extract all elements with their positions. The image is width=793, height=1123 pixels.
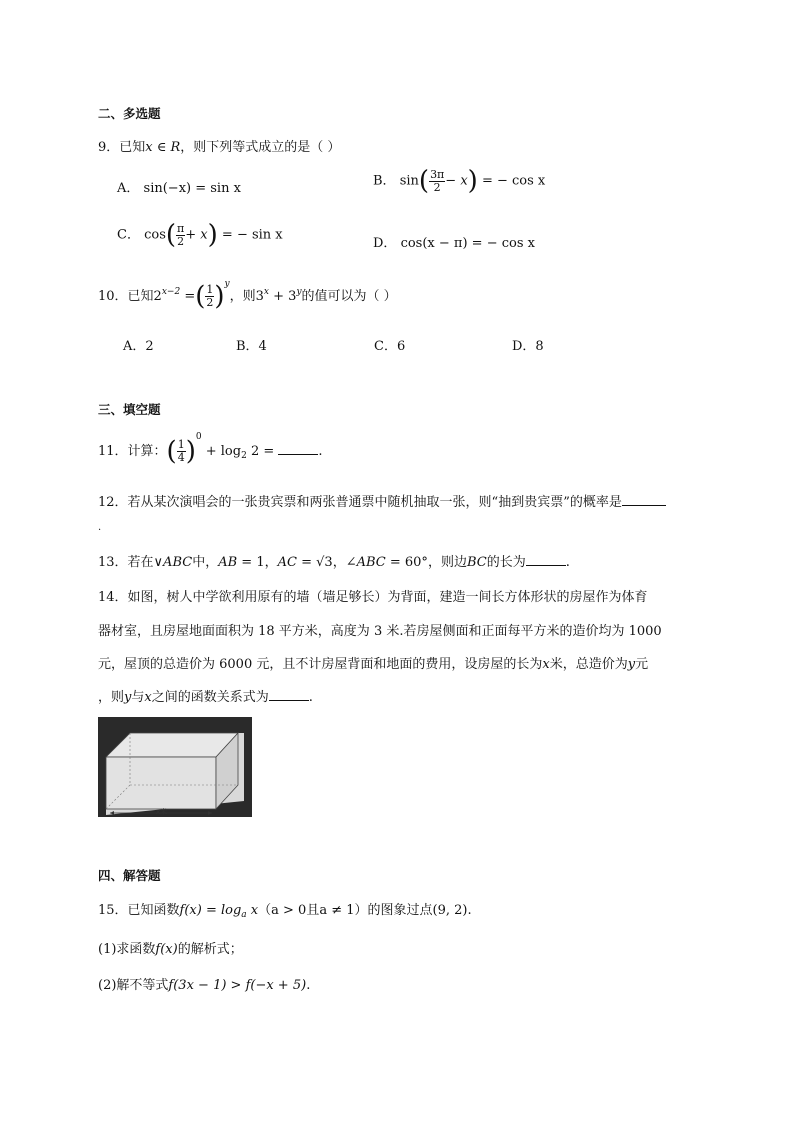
q10-stem-b: ，则 xyxy=(229,289,256,304)
q13-angle: ∠ABC xyxy=(345,555,386,570)
q9-option-c-fraction: $\frac{\pi}{2}$ xyxy=(177,221,185,248)
q13-a: 13．若在 xyxy=(98,555,154,570)
q10-option-a: A．2 xyxy=(123,339,154,354)
q13-ab: AB xyxy=(218,555,238,570)
q10-option-b: B．4 xyxy=(236,339,267,354)
q14-line3-c: 元 xyxy=(635,657,649,672)
q9-option-b-fraction: $\frac{3\pi}{2}$ xyxy=(430,167,445,194)
q15-condition: （a > 0且a ≠ 1） xyxy=(258,903,368,918)
q11-log-base: 2 xyxy=(241,451,247,461)
q14-line4-y: y xyxy=(124,690,132,705)
q13-answer-blank[interactable] xyxy=(526,564,566,566)
box-illustration xyxy=(98,717,252,817)
q9-option-d-label: D． xyxy=(373,236,397,251)
q10-stem-a: 10．已知 xyxy=(98,289,154,304)
q10-base-left: 2 xyxy=(153,289,162,304)
q10-exp-right: y xyxy=(224,279,230,289)
q15-stem-b: 的图象过点 xyxy=(367,903,433,918)
q14-line3 xyxy=(98,653,648,672)
q15-stem-end: . xyxy=(467,903,472,918)
question-9-stem xyxy=(98,136,340,155)
q15-point: (9, 2) xyxy=(432,903,468,918)
q15-function: f(x) = log xyxy=(179,903,242,918)
q14-line2: 器材室，且房屋地面面积为 18 平方米，高度为 3 米.若房屋侧面和正面每平方米的造价均为 1000 xyxy=(98,624,662,639)
q9-option-c-label: C． xyxy=(117,227,140,243)
q9-option-a-label: A． xyxy=(117,181,140,196)
q13-triangle: ∨ABC xyxy=(153,555,193,570)
q11-exponent: 0 xyxy=(195,432,202,442)
q13-b: 中， xyxy=(192,555,219,570)
q13-bc: BC xyxy=(466,555,487,570)
q11-stem: 11．计算： xyxy=(98,444,167,459)
q14-line4-a: ，则 xyxy=(98,690,125,705)
q14-line4-c: 之间的函数关系式为 xyxy=(151,690,269,705)
q14-line4-end: . xyxy=(308,690,313,705)
q12-end-dot: . xyxy=(98,522,102,533)
question-12 xyxy=(98,491,666,510)
q13-d: ，则边 xyxy=(427,555,467,570)
q15-part-1 xyxy=(98,938,243,957)
q9-stem-b: ，则下列等式成立的是（ ） xyxy=(180,140,341,155)
q14-line4-b: 与 xyxy=(131,690,145,705)
q9-option-c: C． cos( $\frac{\pi}{2}$ + x) = − sin x xyxy=(117,220,283,250)
q9-option-c-rhs: = − sin x xyxy=(221,227,283,243)
q9-option-b: B． sin( $\frac{3\pi}{2}$ − x) = − cos x xyxy=(373,166,546,196)
q9-option-b-arg: − x xyxy=(445,173,468,189)
q10-expr-base: 3 xyxy=(255,289,264,304)
q15-p2-a: (2)解不等式 xyxy=(98,978,169,993)
q10-stem-c: 的值可以为（ ） xyxy=(301,289,397,304)
section-multi-choice-heading: 二、多选题 xyxy=(98,106,161,121)
q9-option-d xyxy=(373,232,535,251)
q11-log: + log xyxy=(205,444,242,459)
question-13 xyxy=(98,551,570,570)
q14-line4 xyxy=(98,686,313,705)
q12-answer-blank[interactable] xyxy=(622,504,666,506)
q15-p1-b: 的解析式； xyxy=(177,942,243,957)
q11-answer-blank[interactable] xyxy=(278,453,318,455)
q15-part-2 xyxy=(98,974,310,993)
q14-line1: 14．如图，树人中学欲利用原有的墙（墙足够长）为背面，建造一间长方体形状的房屋作为体育 xyxy=(98,590,648,605)
q9-option-a xyxy=(117,177,241,196)
q10-exp-left: x−2 xyxy=(161,287,181,297)
question-10-stem: 10．已知$2^{x-2}$ =( $\frac{1}{2}$ )$^y$，则$3^x + 3^y$的值可以为（ ） xyxy=(98,279,397,312)
q9-option-b-label: B． xyxy=(373,173,396,189)
q15-p1-a: (1)求函数 xyxy=(98,942,156,957)
q9-option-b-rhs: = − cos x xyxy=(481,173,546,189)
q13-ac-val: = √3 xyxy=(296,555,333,570)
q15-log-base: a xyxy=(241,910,247,920)
q9-option-c-func: cos xyxy=(144,227,166,243)
q13-ab-val: = 1 xyxy=(237,555,265,570)
q14-line4-x: x xyxy=(144,690,152,705)
q10-option-d: D．8 xyxy=(512,339,544,354)
figure-length-label: x米 xyxy=(156,808,168,816)
q10-option-c: C．6 xyxy=(374,339,406,354)
section-fill-blank-heading: 三、填空题 xyxy=(98,402,161,417)
question-15-stem xyxy=(98,899,472,920)
q13-sep1: ， xyxy=(264,555,278,570)
q11-end: . xyxy=(318,444,323,459)
q13-f: 的长为 xyxy=(486,555,526,570)
q11-rest: 2 = xyxy=(246,444,275,459)
q15-stem-a: 15．已知函数 xyxy=(98,903,180,918)
q9-option-a-math: sin(−x) = sin x xyxy=(143,181,241,196)
section-solve-heading: 四、解答题 xyxy=(98,868,161,883)
q13-angle-val: = 60° xyxy=(385,555,428,570)
q14-line3-b: 米，总造价为 xyxy=(549,657,628,672)
q14-box-figure xyxy=(98,717,252,817)
q14-line3-a: 元，屋顶的总造价为 6000 元，且不计房屋背面和地面的费用，设房屋的长为 xyxy=(98,657,543,672)
q11-fraction: $\frac{1}{4}$ xyxy=(177,438,185,464)
q13-end: . xyxy=(565,555,570,570)
q10-fraction: $\frac{1}{2}$ xyxy=(206,283,214,309)
q15-p1-f: f(x) xyxy=(155,942,178,957)
q9-stem-math: x ∈ R xyxy=(145,140,181,155)
q9-stem-a: 9．已知 xyxy=(98,140,146,155)
q15-function-arg: x xyxy=(246,903,259,918)
q9-option-d-math: cos(x − π) = − cos x xyxy=(400,236,535,251)
q14-answer-blank[interactable] xyxy=(269,699,309,701)
q14-line3-x: x xyxy=(542,657,550,672)
q10-equals: = xyxy=(184,289,196,304)
q10-expr-exp1: x xyxy=(263,287,269,297)
q14-line3-y: y xyxy=(627,657,636,672)
q10-expr-plus: + 3 xyxy=(269,289,297,304)
q9-option-c-arg: + x xyxy=(185,227,208,243)
q12-text: 12．若从某次演唱会的一张贵宾票和两张普通票中随机抽取一张，则“抽到贵宾票”的概率是 xyxy=(98,495,622,510)
q15-p2-end: . xyxy=(306,978,311,993)
question-11: 11．计算：( $\frac{1}{4}$ )$^0 + \log_2 2$ = . xyxy=(98,432,323,467)
q13-sep2: ， xyxy=(332,555,346,570)
q10-expr-exp2: y xyxy=(296,287,302,297)
q15-p2-math: f(3x − 1) > f(−x + 5) xyxy=(168,978,307,993)
q9-option-b-func: sin xyxy=(399,173,419,189)
q13-ac: AC xyxy=(277,555,297,570)
